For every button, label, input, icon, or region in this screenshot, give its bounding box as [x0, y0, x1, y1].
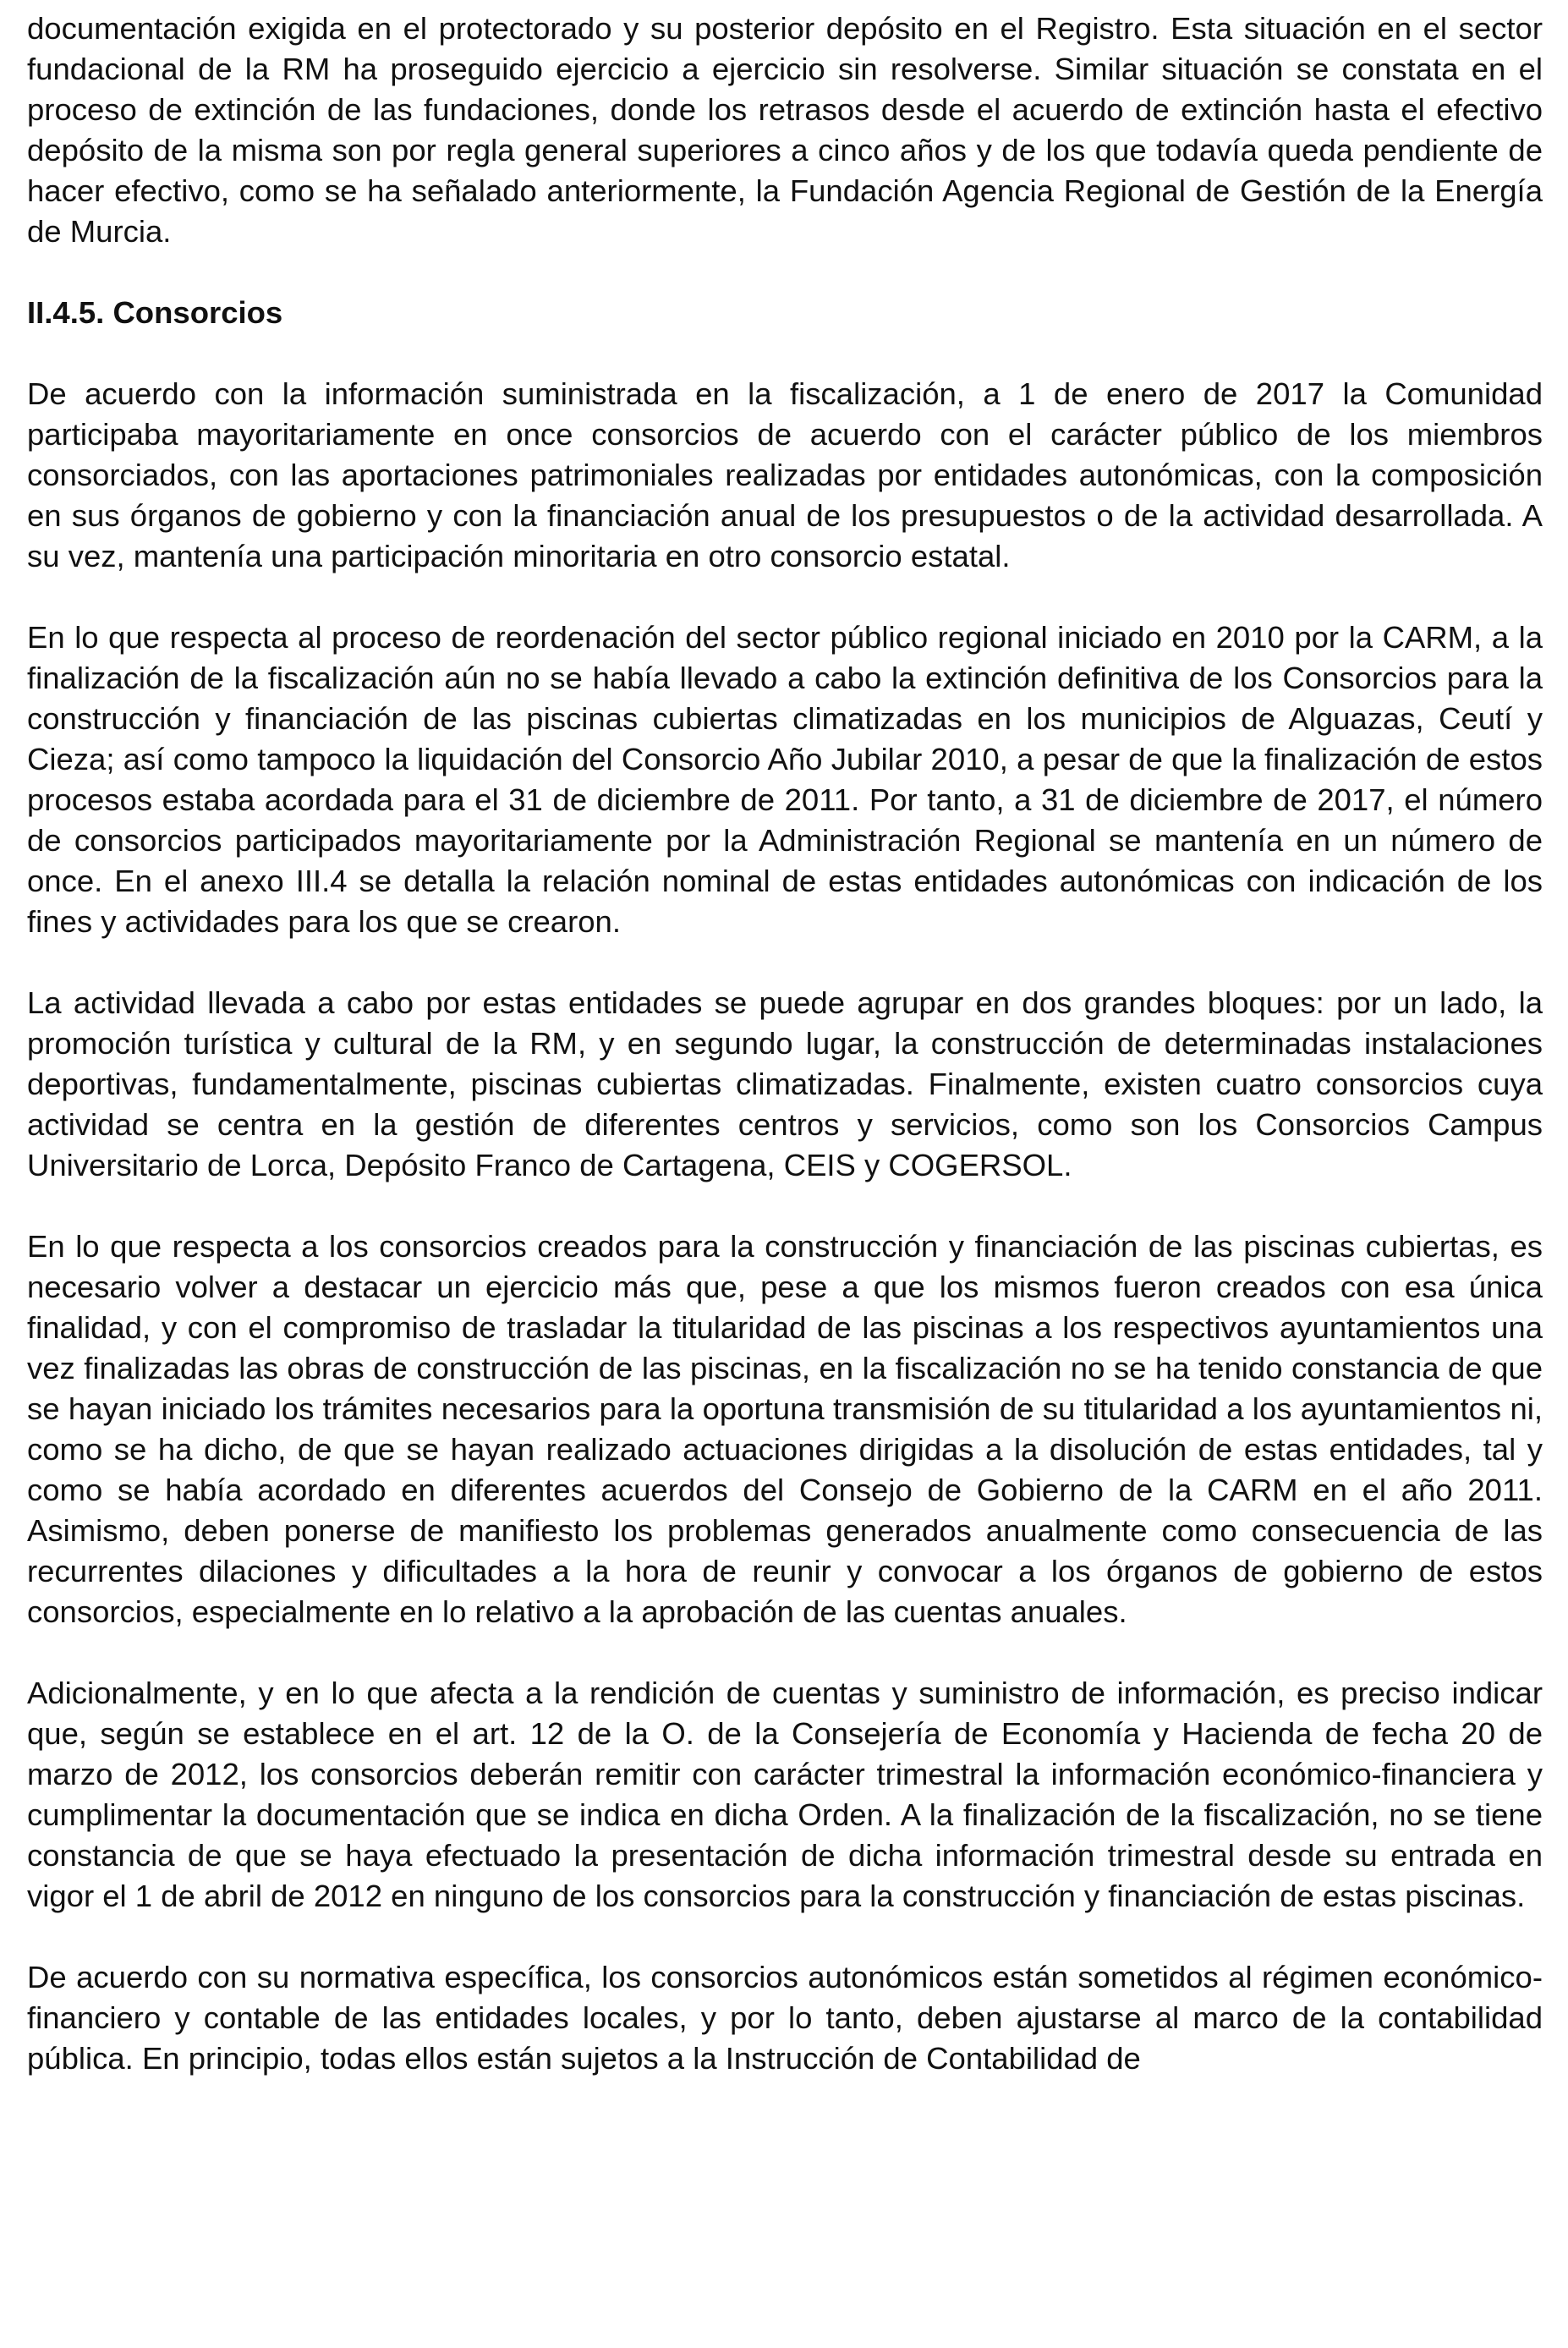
paragraph-consorcios-overview: De acuerdo con la información suministrada en la fiscalización, a 1 de enero de 2017 la Comunidad participaba mayoritariamente en once consorcios de acuerdo con el carácter público de los miembros consorciados, con las aportaciones patrimoniales realizadas por entidades autonómicas, con la composición en sus órganos de gobierno y con la financiación anual de los presupuestos o de la actividad desarrollada. A su vez, mantenía una participación minoritaria en otro consorcio estatal. — [27, 376, 1543, 573]
paragraph-actividad: La actividad llevada a cabo por estas entidades se puede agrupar en dos grandes bloques: por un lado, la promoción turística y cultural de la RM, y en segundo lugar, la construcción de determinadas instalaciones deportivas, fundamentalmente, piscinas cubiertas climatizadas. Finalmente, existen cuatro consorcios cuya actividad se centra en la gestión de diferentes centros y servicios, como son los Consorcios Campus Universitario de Lorca, Depósito Franco de Cartagena, CEIS y COGERSOL. — [27, 985, 1543, 1182]
paragraph-rendicion-cuentas: Adicionalmente, y en lo que afecta a la rendición de cuentas y suministro de información, es preciso indicar que, según se establece en el art. 12 de la O. de la Consejería de Economía y Hacienda de fecha 20 de marzo de 2012, los consorcios deberán remitir con carácter trimestral la información económico-financiera y cumplimentar la documentación que se indica en dicha Orden. A la finalización de la fiscalización, no se tiene constancia de que se haya efectuado la presentación de dicha información trimestral desde su entrada en vigor el 1 de abril de 2012 en ninguno de los consorcios para la construcción y financiación de estas piscinas. — [27, 1676, 1543, 1913]
paragraph-normativa: De acuerdo con su normativa específica, los consorcios autonómicos están sometidos al régimen económico-financiero y contable de las entidades locales, y por lo tanto, deben ajustarse al marco de la contabilidad pública. En principio, todas ellos están sujetos a la Instrucción de Contabilidad de — [27, 1960, 1543, 2076]
paragraph-piscinas: En lo que respecta a los consorcios creados para la construcción y financiación de las piscinas cubiertas, es necesario volver a destacar un ejercicio más que, pese a que los mismos fueron creados con esa única finalidad, y con el compromiso de trasladar la titularidad de las piscinas a los respectivos ayuntamientos una vez finalizadas las obras de construcción de las piscinas, en la fiscalización no se ha tenido constancia de que se hayan iniciado los trámites necesarios para la oportuna transmisión de su titularidad a los ayuntamientos ni, como se ha dicho, de que se hayan realizado actuaciones dirigidas a la disolución de estas entidades, tal y como se había acordado en diferentes acuerdos del Consejo de Gobierno de la CARM en el año 2011. Asimismo, deben ponerse de manifiesto los problemas generados anualmente como consecuencia de las recurrentes dilaciones y dificultades a la hora de reunir y convocar a los órganos de gobierno de estos consorcios, especialmente en lo relativo a la aprobación de las cuentas anuales. — [27, 1229, 1543, 1629]
intro-paragraph: documentación exigida en el protectorado y su posterior depósito en el Registro. Esta situación en el sector fundacional de la RM ha proseguido ejercicio a ejercicio sin resolverse. Similar situación se constata en el proceso de extinción de las fundaciones, donde los retrasos desde el acuerdo de extinción hasta el efectivo depósito de la misma son por regla general superiores a cinco años y de los que todavía queda pendiente de hacer efectivo, como se ha señalado anteriormente, la Fundación Agencia Regional de Gestión de la Energía de Murcia. — [27, 11, 1543, 249]
document-page — [27, 8, 1543, 2120]
section-heading: II.4.5. Consorcios — [27, 295, 283, 330]
paragraph-reordenacion: En lo que respecta al proceso de reordenación del sector público regional iniciado en 2010 por la CARM, a la finalización de la fiscalización aún no se había llevado a cabo la extinción definitiva de los Consorcios para la construcción y financiación de las piscinas cubiertas climatizadas en los municipios de Alguazas, Ceutí y Cieza; así como tampoco la liquidación del Consorcio Año Jubilar 2010, a pesar de que la finalización de estos procesos estaba acordada para el 31 de diciembre de 2011. Por tanto, a 31 de diciembre de 2017, el número de consorcios participados mayoritariamente por la Administración Regional se mantenía en un número de once. En el anexo III.4 se detalla la relación nominal de estas entidades autonómicas con indicación de los fines y actividades para los que se crearon. — [27, 620, 1543, 939]
